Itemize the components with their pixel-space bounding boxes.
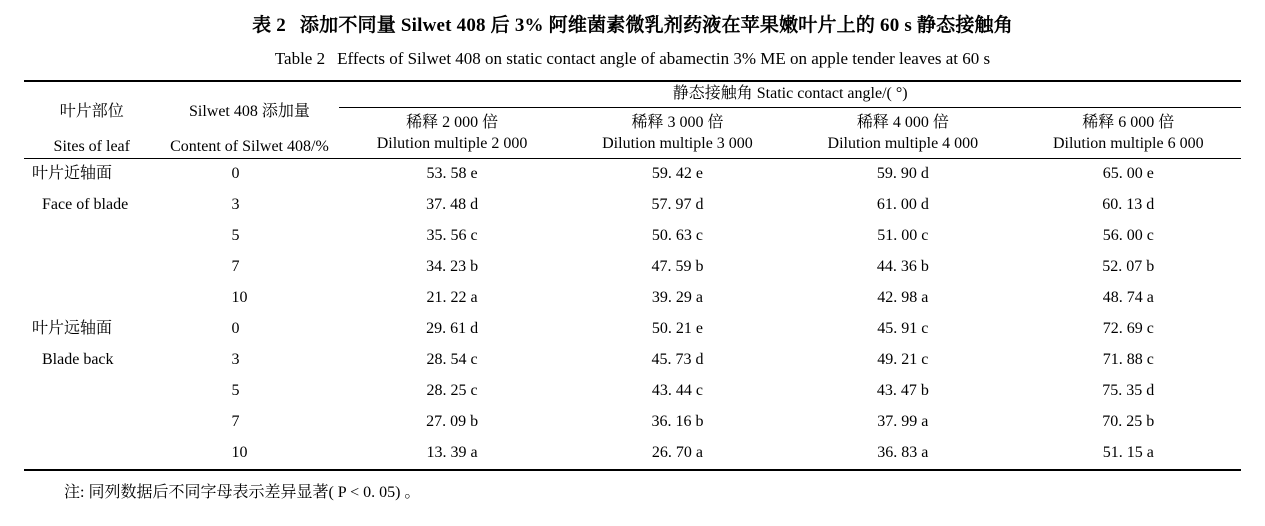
row-site bbox=[24, 252, 160, 283]
row-value-d2000: 37. 48 d bbox=[426, 196, 479, 214]
table-row bbox=[24, 283, 1241, 314]
row-site: 叶片远轴面 bbox=[32, 320, 113, 338]
table-row bbox=[24, 438, 1241, 470]
row-content: 3 bbox=[231, 196, 240, 214]
header-content-en: Content of Silwet 408/% bbox=[170, 137, 329, 155]
header-dilution-cn-2: 稀释 3 000 倍 bbox=[631, 114, 724, 132]
row-value-d6000: 70. 25 b bbox=[1102, 413, 1155, 431]
header-row-en bbox=[24, 135, 1241, 159]
row-value-d3000: 59. 42 e bbox=[651, 165, 704, 183]
row-value-d3000: 50. 63 c bbox=[651, 227, 704, 245]
row-content: 0 bbox=[231, 165, 240, 183]
row-value-d4000: 49. 21 c bbox=[877, 351, 929, 369]
row-value-d3000: 45. 73 d bbox=[651, 351, 704, 369]
header-dilution-en-3: Dilution multiple 4 000 bbox=[827, 135, 979, 153]
header-dilution-en-2: Dilution multiple 3 000 bbox=[602, 135, 753, 153]
row-content: 5 bbox=[231, 227, 240, 245]
data-table bbox=[24, 80, 1241, 471]
row-value-d6000: 52. 07 b bbox=[1102, 258, 1155, 276]
row-value-d2000: 29. 61 d bbox=[426, 320, 479, 338]
row-site bbox=[24, 283, 160, 314]
row-value-d2000: 34. 23 b bbox=[426, 258, 479, 276]
header-content-cn: Silwet 408 添加量 bbox=[188, 102, 310, 120]
row-value-d2000: 35. 56 c bbox=[426, 227, 478, 245]
table-title-cn-text: 添加不同量 Silwet 408 后 3% 阿维菌素微乳剂药液在苹果嫩叶片上的 60 s 静态接触角 bbox=[299, 15, 1013, 36]
row-value-d2000: 13. 39 a bbox=[426, 444, 478, 462]
table-row bbox=[24, 159, 1241, 190]
row-content: 3 bbox=[231, 351, 240, 369]
row-value-d6000: 65. 00 e bbox=[1102, 165, 1154, 183]
row-value-d4000: 45. 91 c bbox=[877, 320, 929, 338]
table-row bbox=[24, 376, 1241, 407]
row-value-d6000: 71. 88 c bbox=[1102, 351, 1154, 369]
header-row-group bbox=[24, 82, 1241, 108]
row-value-d4000: 61. 00 d bbox=[876, 196, 929, 214]
header-dilution-en-1: Dilution multiple 2 000 bbox=[376, 135, 528, 153]
row-site bbox=[24, 376, 160, 407]
row-value-d6000: 51. 15 a bbox=[1102, 444, 1154, 462]
row-content: 7 bbox=[231, 413, 240, 431]
row-value-d6000: 60. 13 d bbox=[1102, 196, 1155, 214]
row-value-d4000: 59. 90 d bbox=[876, 165, 929, 183]
header-dilution-en-4: Dilution multiple 6 000 bbox=[1052, 135, 1204, 153]
row-value-d2000: 21. 22 a bbox=[426, 289, 478, 307]
row-value-d4000: 43. 47 b bbox=[876, 382, 929, 400]
row-value-d3000: 36. 16 b bbox=[651, 413, 704, 431]
table-row bbox=[24, 345, 1241, 376]
row-site bbox=[24, 221, 160, 252]
table-row bbox=[24, 190, 1241, 221]
table-title-en-text: Effects of Silwet 408 on static contact angle of abamectin 3% ME on apple tender leaves at 60 s bbox=[337, 48, 991, 68]
row-value-d2000: 28. 54 c bbox=[426, 351, 478, 369]
row-value-d4000: 44. 36 b bbox=[876, 258, 929, 276]
row-content: 10 bbox=[231, 444, 248, 462]
table-number-cn: 表 2 bbox=[252, 15, 286, 36]
row-value-d4000: 37. 99 a bbox=[877, 413, 929, 431]
row-content: 10 bbox=[231, 289, 248, 307]
header-span-static-contact-angle: 静态接触角 Static contact angle/( °) bbox=[339, 82, 1241, 108]
row-value-d3000: 57. 97 d bbox=[651, 196, 704, 214]
row-value-d6000: 75. 35 d bbox=[1102, 382, 1155, 400]
row-value-d6000: 48. 74 a bbox=[1102, 289, 1154, 307]
row-value-d3000: 26. 70 a bbox=[651, 444, 704, 462]
row-value-d2000: 27. 09 b bbox=[426, 413, 479, 431]
row-content: 5 bbox=[231, 382, 240, 400]
row-content: 0 bbox=[231, 320, 240, 338]
table-row bbox=[24, 407, 1241, 438]
row-site bbox=[24, 438, 160, 470]
row-value-d3000: 47. 59 b bbox=[651, 258, 704, 276]
table-note: 注: 同列数据后不同字母表示差异显著( P < 0. 05) 。 bbox=[64, 483, 421, 501]
row-value-d2000: 53. 58 e bbox=[426, 165, 478, 183]
row-value-d3000: 50. 21 e bbox=[651, 320, 704, 338]
row-value-d3000: 39. 29 a bbox=[651, 289, 704, 307]
row-value-d6000: 56. 00 c bbox=[1102, 227, 1154, 245]
table-title-cn bbox=[24, 12, 1241, 41]
row-site: 叶片近轴面 bbox=[32, 165, 113, 183]
table-row bbox=[24, 252, 1241, 283]
table-row bbox=[24, 221, 1241, 252]
row-value-d4000: 42. 98 a bbox=[877, 289, 929, 307]
header-site-en: Sites of leaf bbox=[53, 137, 130, 155]
row-site: Blade back bbox=[42, 351, 114, 369]
header-dilution-cn-3: 稀释 4 000 倍 bbox=[856, 114, 949, 132]
header-site-cn: 叶片部位 bbox=[59, 102, 124, 120]
row-value-d6000: 72. 69 c bbox=[1102, 320, 1154, 338]
row-site bbox=[24, 407, 160, 438]
row-value-d4000: 36. 83 a bbox=[877, 444, 929, 462]
row-value-d3000: 43. 44 c bbox=[651, 382, 704, 400]
header-dilution-cn-4: 稀释 6 000 倍 bbox=[1082, 114, 1175, 132]
row-content: 7 bbox=[231, 258, 240, 276]
table-number-en: Table 2 bbox=[274, 48, 326, 68]
row-value-d2000: 28. 25 c bbox=[426, 382, 478, 400]
row-value-d4000: 51. 00 c bbox=[877, 227, 929, 245]
table-title-en bbox=[24, 47, 1241, 71]
table-row bbox=[24, 314, 1241, 345]
row-site: Face of blade bbox=[42, 196, 129, 214]
header-dilution-cn-1: 稀释 2 000 倍 bbox=[406, 114, 499, 132]
